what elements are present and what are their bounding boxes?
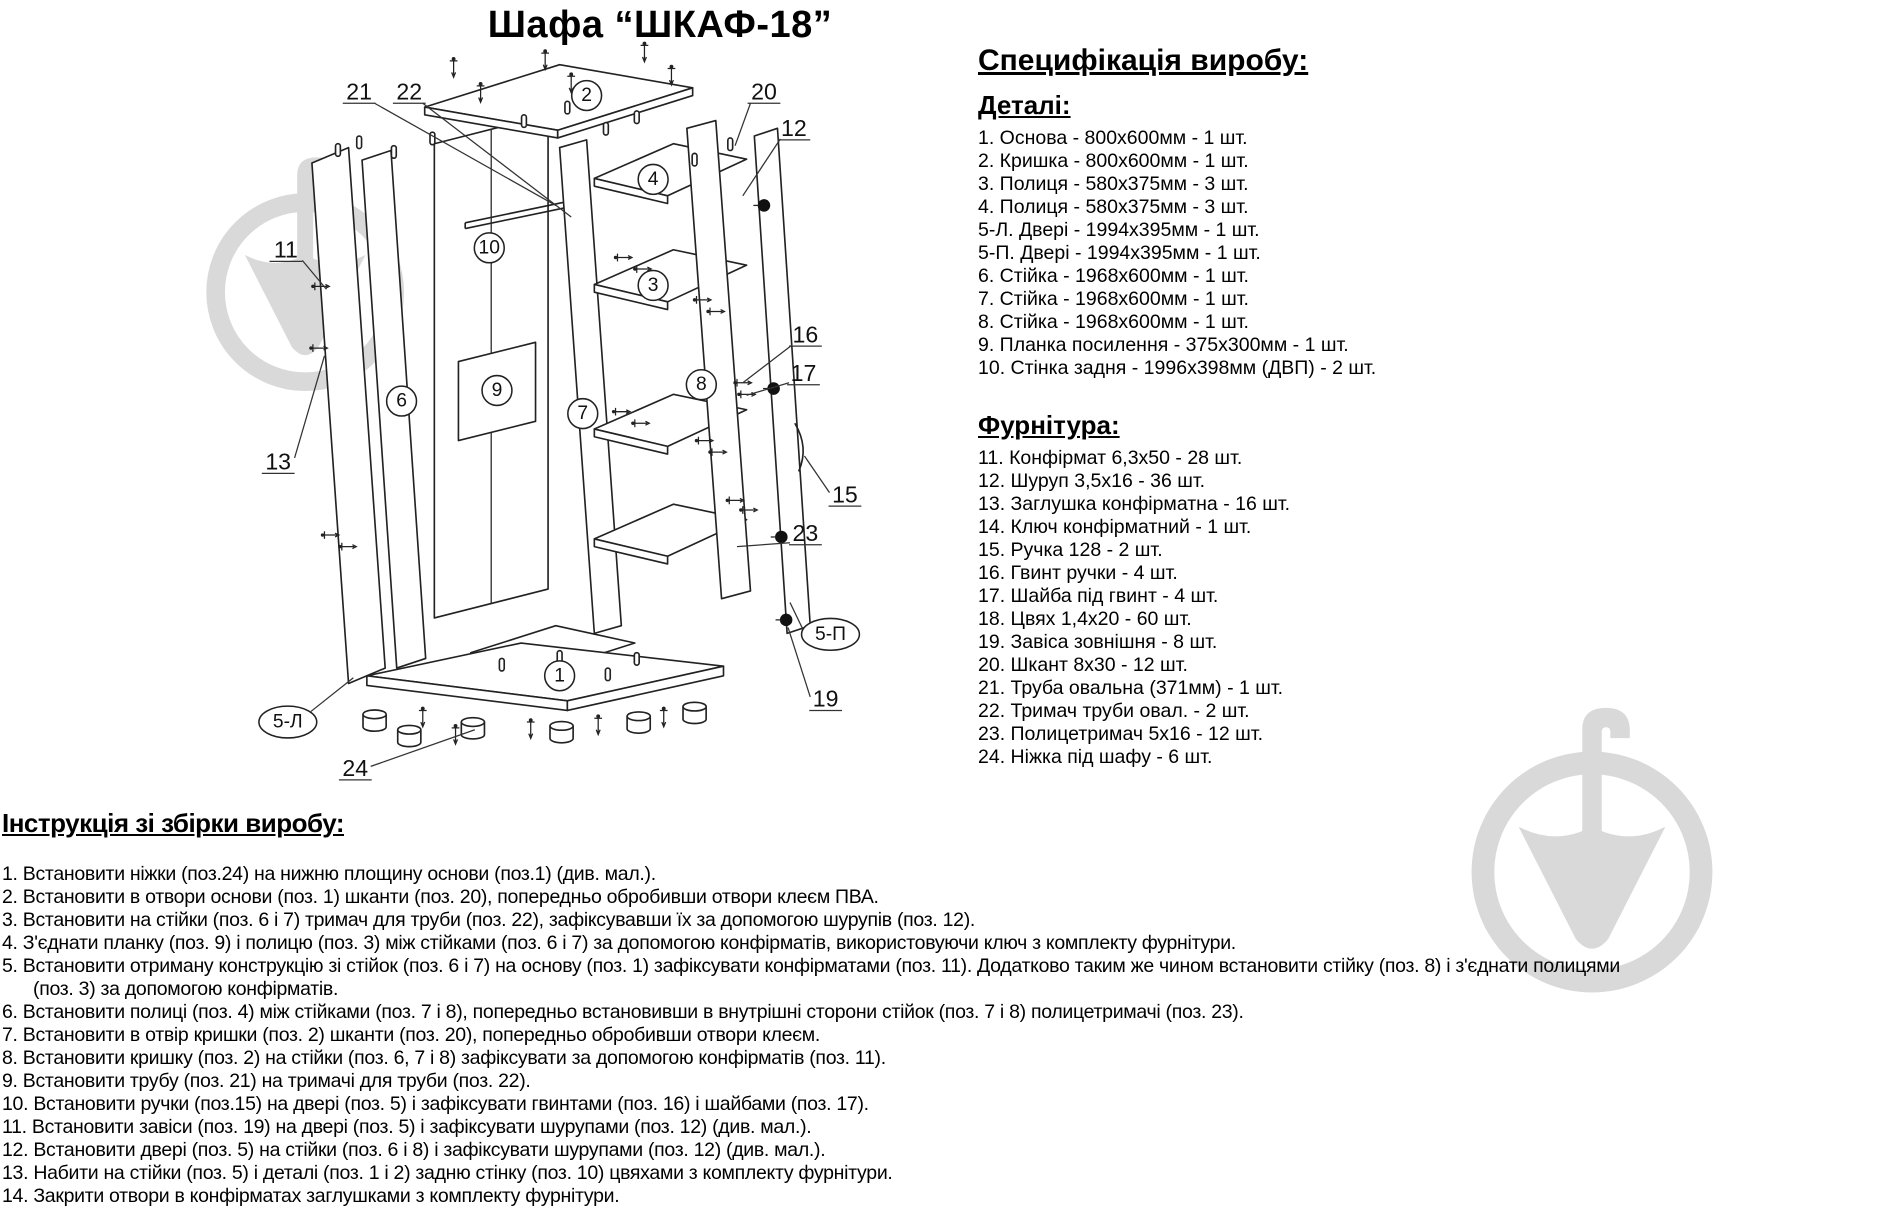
confirmat-icon — [324, 531, 338, 539]
spec-item: 8. Стійка - 1968х600мм - 1 шт. — [978, 311, 1249, 333]
spec-item: 5-Л. Двері - 1994х395мм - 1 шт. — [978, 219, 1260, 241]
spec-item: 13. Заглушка конфірматна - 16 шт. — [978, 493, 1291, 515]
assembly-instructions — [2, 808, 1882, 1208]
dowel-icon — [522, 115, 527, 128]
spec-item: 6. Стійка - 1968х600мм - 1 шт. — [978, 265, 1249, 287]
spec-item: 9. Планка посилення - 375х300мм - 1 шт. — [978, 334, 1349, 356]
dowel-icon — [634, 111, 639, 124]
screw-head-icon — [612, 410, 615, 413]
screw-head-icon — [733, 381, 736, 384]
screw-head-icon — [311, 285, 314, 288]
screw-head-icon — [454, 724, 458, 728]
screw-head-icon — [633, 267, 636, 270]
screw-head-icon — [421, 707, 425, 711]
callout-label-17: 17 — [790, 359, 817, 386]
screw-icon — [450, 61, 458, 77]
spec-item: 4. Полиця - 580х375мм - 3 шт. — [978, 196, 1249, 218]
dowel-icon — [565, 101, 570, 114]
dowel-icon — [391, 146, 396, 159]
dowel-icon — [605, 668, 610, 681]
dowel-icon — [336, 144, 341, 157]
screw-head-icon — [309, 346, 312, 349]
leg-top-icon — [683, 702, 706, 711]
instruction-lines — [2, 863, 1882, 1208]
callout-label-21: 21 — [346, 78, 373, 105]
spec-item: 19. Завіса зовнішня - 8 шт. — [978, 631, 1218, 653]
instruction-step: (поз. 3) за допомогою конфірматів. — [33, 978, 339, 1000]
screw-head-icon — [739, 508, 742, 511]
spec-item: 2. Кришка - 800х600мм - 1 шт. — [978, 150, 1249, 172]
part-number-5-Л: 5-Л — [272, 711, 303, 733]
spec-hardware-list — [978, 447, 1598, 769]
part-number-5-П: 5-П — [814, 623, 846, 645]
instruction-step: 4. З'єднати планку (поз. 9) і полицю (поз. 3) між стійками (поз. 6 і 7) за допомогою конфірматів, використовуючи ключ з комплекту фурнітури. — [2, 932, 1236, 954]
specification-panel — [978, 44, 1598, 769]
screw-head-icon — [708, 450, 711, 453]
instructions-heading: Інструкція зі збірки виробу: — [2, 808, 344, 838]
screw-icon — [541, 53, 549, 69]
spec-details-heading: Деталі: — [978, 90, 1071, 120]
callout-label-12: 12 — [780, 115, 807, 142]
part-top-panel — [425, 65, 693, 138]
spec-item: 24. Ніжка під шафу - 6 шт. — [978, 746, 1213, 768]
spec-item: 18. Цвях 1,4х20 - 60 шт. — [978, 608, 1192, 630]
spec-hardware-heading: Фурнітура: — [978, 410, 1120, 440]
hinge-icon — [775, 531, 788, 544]
spec-details-list — [978, 127, 1598, 380]
spec-item: 15. Ручка 128 - 2 шт. — [978, 539, 1163, 561]
part-number-4: 4 — [647, 168, 659, 190]
callout-label-13: 13 — [265, 448, 292, 475]
instruction-step: 14. Закрити отвори в конфірматах заглушками з комплекту фурнітури. — [2, 1185, 620, 1207]
instruction-step: 12. Встановити двері (поз. 5) на стійки (поз. 6 і 8) і зафіксувати шурупами (поз. 12) (див. мал.). — [2, 1139, 826, 1161]
callout-label-24: 24 — [342, 755, 369, 782]
part-left-door — [312, 148, 454, 684]
part-number-9: 9 — [491, 379, 503, 401]
callout-label-23: 23 — [792, 519, 819, 546]
screw-icon — [527, 722, 535, 738]
callout-label-11: 11 — [273, 236, 298, 263]
leg-top-icon — [550, 722, 573, 731]
instruction-step: 11. Встановити завіси (поз. 19) на двері (поз. 5) і зафіксувати шурупами (поз. 12) (див. мал.). — [2, 1116, 812, 1138]
screw-head-icon — [452, 57, 456, 61]
screw-head-icon — [614, 256, 617, 259]
instruction-step: 8. Встановити кришку (поз. 2) на стійки (поз. 6, 7 і 8) зафіксувати за допомогою конфірматів (поз. 11). — [2, 1047, 886, 1069]
screw-icon — [419, 710, 427, 726]
callout-label-19: 19 — [812, 685, 839, 712]
callout-label-15: 15 — [832, 481, 858, 508]
hinge-icon — [758, 199, 771, 212]
dowel-icon — [728, 138, 733, 151]
screw-icon — [668, 69, 676, 85]
screw-head-icon — [670, 65, 674, 69]
callout-label-20: 20 — [751, 78, 777, 105]
confirmat-icon — [737, 379, 751, 387]
screw-head-icon — [695, 439, 698, 442]
instruction-step: 13. Набити на стійки (поз. 5) і деталі (поз. 1 і 2) задню стінку (поз. 10) цвяхами з комплекту фурнітури. — [2, 1162, 893, 1184]
screw-head-icon — [662, 707, 666, 711]
screw-head-icon — [726, 499, 729, 502]
part-number-3: 3 — [647, 274, 659, 296]
spec-item: 21. Труба овальна (371мм) - 1 шт. — [978, 677, 1284, 699]
part-back-wall — [434, 115, 548, 618]
spec-item: 11. Конфірмат 6,3х50 - 28 шт. — [978, 447, 1243, 469]
screw-icon — [660, 710, 668, 726]
spec-item: 16. Гвинт ручки - 4 шт. — [978, 562, 1178, 584]
spec-item: 12. Шуруп 3,5х16 - 36 шт. — [978, 470, 1206, 492]
dowel-icon — [603, 123, 608, 136]
screw-head-icon — [706, 310, 709, 313]
instruction-step: 9. Встановити трубу (поз. 21) на тримачі для труби (поз. 22). — [2, 1070, 531, 1092]
leg-top-icon — [398, 725, 421, 734]
instruction-step: 3. Встановити на стійки (поз. 6 і 7) тримач для труби (поз. 22), зафіксувавши їх за допомогою шурупів (поз. 12). — [2, 909, 976, 931]
dowel-icon — [499, 658, 504, 671]
screw-head-icon — [529, 718, 533, 722]
callout-label-22: 22 — [396, 78, 423, 105]
part-number-7: 7 — [577, 403, 589, 425]
screw-head-icon — [596, 714, 600, 718]
spec-item: 20. Шкант 8х30 - 12 шт. — [978, 654, 1188, 676]
screw-head-icon — [631, 422, 634, 425]
spec-item: 22. Тримач труби овал. - 2 шт. — [978, 700, 1250, 722]
screw-head-icon — [338, 545, 341, 548]
instruction-step: 6. Встановити полиці (поз. 4) між стійками (поз. 7 і 8), попередньо встановивши в внутрішні сторони стійок (поз. 7 і 8) полицетримачі (поз. 23). — [2, 1001, 1244, 1023]
screw-head-icon — [543, 49, 547, 53]
part-number-6: 6 — [396, 390, 407, 412]
part-number-2: 2 — [581, 85, 592, 107]
screw-head-icon — [321, 533, 324, 536]
part-number-10: 10 — [478, 237, 500, 259]
dowel-icon — [692, 153, 697, 166]
screw-head-icon — [569, 72, 573, 76]
part-number-1: 1 — [554, 665, 565, 687]
hinge-icon — [780, 614, 793, 627]
instruction-step: 5. Встановити отриману конструкцію зі стійок (поз. 6 і 7) на основу (поз. 1) зафіксувати конфірматами (поз. 11). Додатково таким же чином встановити стійку (поз. 8) і з'єднати полицями — [2, 955, 1620, 977]
part-stand-7 — [560, 140, 622, 633]
spec-item: 14. Ключ конфірматний - 1 шт. — [978, 516, 1252, 538]
instruction-step: 7. Встановити в отвір кришки (поз. 2) шканти (поз. 20), попередньо обробивши отвори клеєм. — [2, 1024, 821, 1046]
spec-item: 7. Стійка - 1968х600мм - 1 шт. — [978, 288, 1249, 310]
confirmat-icon — [617, 254, 631, 262]
leg-top-icon — [627, 712, 650, 721]
spec-item: 1. Основа - 800х600мм - 1 шт. — [978, 127, 1248, 149]
screw-head-icon — [693, 298, 696, 301]
instruction-step: 1. Встановити ніжки (поз.24) на нижню площину основи (поз.1) (див. мал.). — [2, 863, 656, 885]
leg-top-icon — [363, 710, 386, 719]
assembly-diagram — [190, 30, 910, 830]
instruction-step: 10. Встановити ручки (поз.15) на двері (поз. 5) і зафіксувати гвинтами (поз. 16) і шайбами (поз. 17). — [2, 1093, 869, 1115]
screw-head-icon — [737, 393, 740, 396]
spec-item: 3. Полиця - 580х375мм - 3 шт. — [978, 173, 1249, 195]
spec-item: 10. Стінка задня - 1996х398мм (ДВП) - 2 шт. — [978, 357, 1377, 379]
dowel-icon — [357, 136, 362, 149]
instruction-step: 2. Встановити в отвори основи (поз. 1) шканти (поз. 20), попередньо обробивши отвори клеєм ПВА. — [2, 886, 879, 908]
dowel-icon — [634, 653, 639, 666]
spec-item: 23. Полицетримач 5х16 - 12 шт. — [978, 723, 1263, 745]
dowel-icon — [430, 132, 435, 145]
screw-head-icon — [479, 82, 483, 86]
spec-item: 5-П. Двері - 1994х395мм - 1 шт. — [978, 242, 1261, 264]
screw-icon — [594, 718, 602, 734]
part-number-8: 8 — [695, 374, 707, 396]
page-title: Шафа “ШКАФ-18” — [487, 4, 833, 46]
screw-icon — [641, 45, 649, 61]
spec-item: 17. Шайба під гвинт - 4 шт. — [978, 585, 1219, 607]
spec-heading: Специфікація виробу: — [978, 44, 1309, 77]
callout-label-16: 16 — [792, 321, 819, 348]
leg-top-icon — [461, 718, 484, 727]
